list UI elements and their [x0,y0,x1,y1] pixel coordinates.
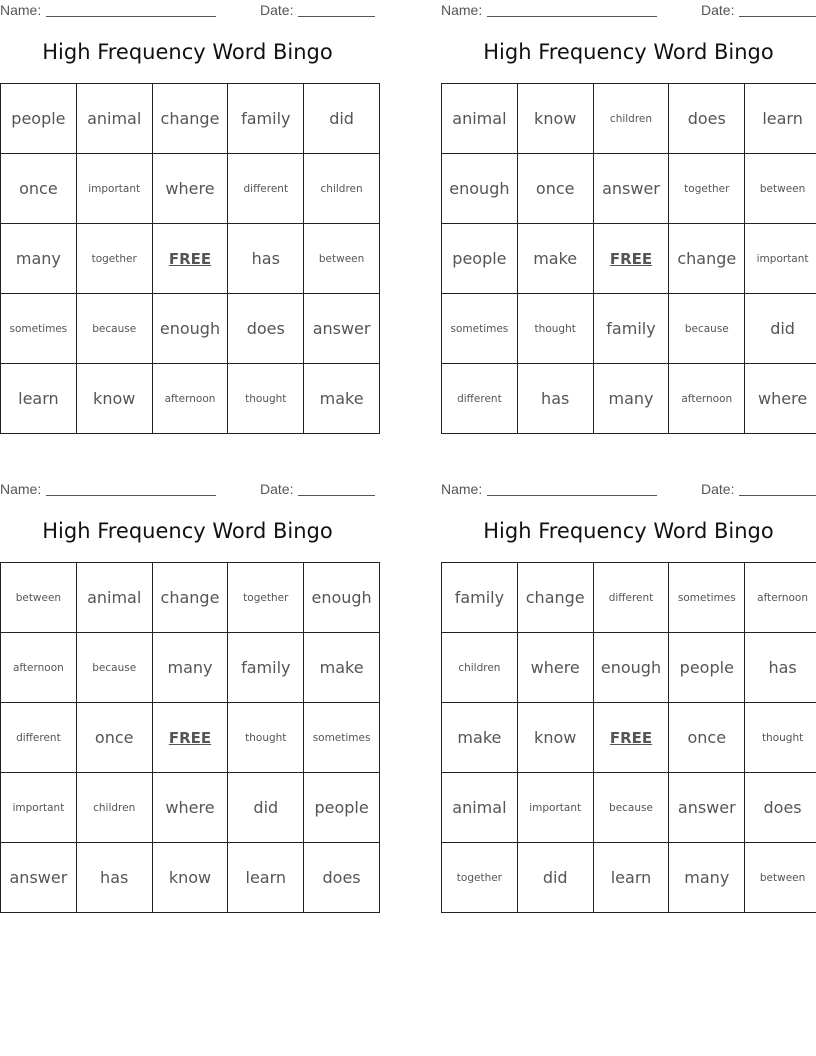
bingo-cell[interactable]: thought [228,703,304,773]
name-blank-line[interactable] [487,495,657,496]
date-label: Date: [701,481,735,497]
bingo-row [442,563,816,633]
bingo-card-4 [441,479,816,914]
bingo-card-3 [0,479,375,914]
bingo-cell[interactable]: does [228,294,304,364]
card-title: High Frequency Word Bingo [483,40,774,64]
name-label: Name: [441,481,483,497]
bingo-cell[interactable]: sometimes [1,294,77,364]
bingo-cell[interactable]: animal [442,773,518,843]
bingo-cell[interactable]: different [228,154,304,224]
bingo-cell[interactable]: between [745,843,816,913]
bingo-cell[interactable]: people [304,773,380,843]
bingo-row [1,843,380,913]
bingo-cell[interactable]: animal [442,84,518,154]
bingo-cell[interactable]: animal [76,563,152,633]
bingo-cell[interactable]: because [593,773,669,843]
bingo-grid [0,562,380,913]
name-date-header [0,479,375,501]
bingo-cell[interactable]: learn [593,843,669,913]
bingo-cell[interactable]: afternoon [745,563,816,633]
bingo-row [442,154,816,224]
date-blank-line[interactable] [298,16,375,17]
bingo-cell[interactable]: because [76,633,152,703]
bingo-row [1,703,380,773]
bingo-row [1,84,380,154]
bingo-cell[interactable]: afternoon [152,364,228,434]
bingo-cell[interactable]: did [304,84,380,154]
date-label: Date: [260,2,294,18]
bingo-cell[interactable]: between [745,154,816,224]
bingo-cell[interactable]: make [304,633,380,703]
bingo-cell[interactable]: has [517,364,593,434]
bingo-cell[interactable]: answer [1,843,77,913]
bingo-cell[interactable]: people [669,633,745,703]
bingo-cell[interactable]: family [228,633,304,703]
bingo-cell[interactable]: answer [304,294,380,364]
bingo-row [442,294,816,364]
card-title: High Frequency Word Bingo [42,40,333,64]
bingo-card-1 [0,0,375,435]
bingo-cell[interactable]: sometimes [304,703,380,773]
bingo-cell[interactable]: afternoon [1,633,77,703]
name-blank-line[interactable] [487,16,657,17]
bingo-cell[interactable]: where [152,154,228,224]
free-space-cell[interactable]: FREE [152,224,228,294]
bingo-cell[interactable]: between [1,563,77,633]
bingo-cell[interactable]: know [517,703,593,773]
bingo-cell[interactable]: change [152,84,228,154]
bingo-cell[interactable]: many [152,633,228,703]
bingo-cell[interactable]: has [76,843,152,913]
name-label: Name: [441,2,483,18]
bingo-cell[interactable]: where [517,633,593,703]
bingo-row [442,364,816,434]
bingo-cell[interactable]: once [76,703,152,773]
bingo-row [1,563,380,633]
bingo-cell[interactable]: family [593,294,669,364]
bingo-cell[interactable]: change [669,224,745,294]
bingo-cell[interactable]: important [76,154,152,224]
bingo-cell[interactable]: once [517,154,593,224]
bingo-cell[interactable]: once [669,703,745,773]
bingo-cell[interactable]: sometimes [442,294,518,364]
bingo-cell[interactable]: where [152,773,228,843]
bingo-cell[interactable]: together [442,843,518,913]
bingo-cell[interactable]: does [745,773,816,843]
free-space-cell[interactable]: FREE [593,224,669,294]
date-label: Date: [260,481,294,497]
bingo-cell[interactable]: children [304,154,380,224]
bingo-cell[interactable]: people [1,84,77,154]
bingo-cell[interactable]: enough [152,294,228,364]
bingo-row [442,224,816,294]
bingo-cell[interactable]: because [76,294,152,364]
bingo-cell[interactable]: many [593,364,669,434]
bingo-cell[interactable]: change [517,563,593,633]
bingo-cell[interactable]: know [517,84,593,154]
bingo-cell[interactable]: make [442,703,518,773]
bingo-cell[interactable]: enough [304,563,380,633]
bingo-cell[interactable]: did [228,773,304,843]
bingo-cell[interactable]: thought [228,364,304,434]
bingo-cell[interactable]: has [745,633,816,703]
date-label: Date: [701,2,735,18]
bingo-cell[interactable]: learn [228,843,304,913]
bingo-cell[interactable]: know [76,364,152,434]
bingo-card-2 [441,0,816,435]
bingo-cell[interactable]: children [593,84,669,154]
bingo-cell[interactable]: where [745,364,816,434]
bingo-cell[interactable]: change [152,563,228,633]
bingo-cell[interactable]: thought [517,294,593,364]
free-space-cell[interactable]: FREE [152,703,228,773]
bingo-cell[interactable]: does [669,84,745,154]
bingo-cell[interactable]: important [517,773,593,843]
bingo-cell[interactable]: family [228,84,304,154]
bingo-cell[interactable]: children [76,773,152,843]
bingo-cell[interactable]: thought [745,703,816,773]
bingo-cell[interactable]: together [76,224,152,294]
name-blank-line[interactable] [46,495,216,496]
date-blank-line[interactable] [739,495,816,496]
bingo-cell[interactable]: different [593,563,669,633]
bingo-row [442,703,816,773]
bingo-grid [441,562,816,913]
bingo-cell[interactable]: children [442,633,518,703]
name-date-header [0,0,375,22]
bingo-cell[interactable]: once [1,154,77,224]
bingo-cell[interactable]: together [228,563,304,633]
bingo-cell[interactable]: learn [1,364,77,434]
bingo-cell[interactable]: different [1,703,77,773]
bingo-cell[interactable]: did [517,843,593,913]
bingo-row [442,773,816,843]
card-title: High Frequency Word Bingo [42,519,333,543]
bingo-cell[interactable]: people [442,224,518,294]
bingo-cell[interactable]: enough [593,633,669,703]
bingo-cell[interactable]: important [1,773,77,843]
bingo-cell[interactable]: important [745,224,816,294]
bingo-cell[interactable]: know [152,843,228,913]
bingo-row [442,843,816,913]
bingo-row [1,224,380,294]
name-date-header [441,479,816,501]
bingo-cell[interactable]: has [228,224,304,294]
bingo-row [442,84,816,154]
bingo-cell[interactable]: sometimes [669,563,745,633]
name-label: Name: [0,481,42,497]
bingo-row [1,154,380,224]
bingo-cell[interactable]: many [669,843,745,913]
bingo-grid [0,83,380,434]
bingo-row [1,294,380,364]
free-space-cell[interactable]: FREE [593,703,669,773]
bingo-cell[interactable]: family [442,563,518,633]
bingo-grid [441,83,816,434]
bingo-row [1,633,380,703]
bingo-cell[interactable]: because [669,294,745,364]
bingo-row [1,364,380,434]
bingo-cell[interactable]: did [745,294,816,364]
bingo-cell[interactable]: afternoon [669,364,745,434]
bingo-cell[interactable]: answer [669,773,745,843]
bingo-cell[interactable]: between [304,224,380,294]
bingo-cell[interactable]: make [517,224,593,294]
bingo-cell[interactable]: together [669,154,745,224]
bingo-row [1,773,380,843]
name-label: Name: [0,2,42,18]
bingo-row [442,633,816,703]
name-blank-line[interactable] [46,16,216,17]
name-date-header [441,0,816,22]
card-title: High Frequency Word Bingo [483,519,774,543]
bingo-cell[interactable]: make [304,364,380,434]
date-blank-line[interactable] [739,16,816,17]
bingo-cell[interactable]: learn [745,84,816,154]
bingo-cell[interactable]: animal [76,84,152,154]
bingo-cell[interactable]: does [304,843,380,913]
bingo-cell[interactable]: many [1,224,77,294]
bingo-cell[interactable]: answer [593,154,669,224]
bingo-cell[interactable]: enough [442,154,518,224]
date-blank-line[interactable] [298,495,375,496]
bingo-cell[interactable]: different [442,364,518,434]
